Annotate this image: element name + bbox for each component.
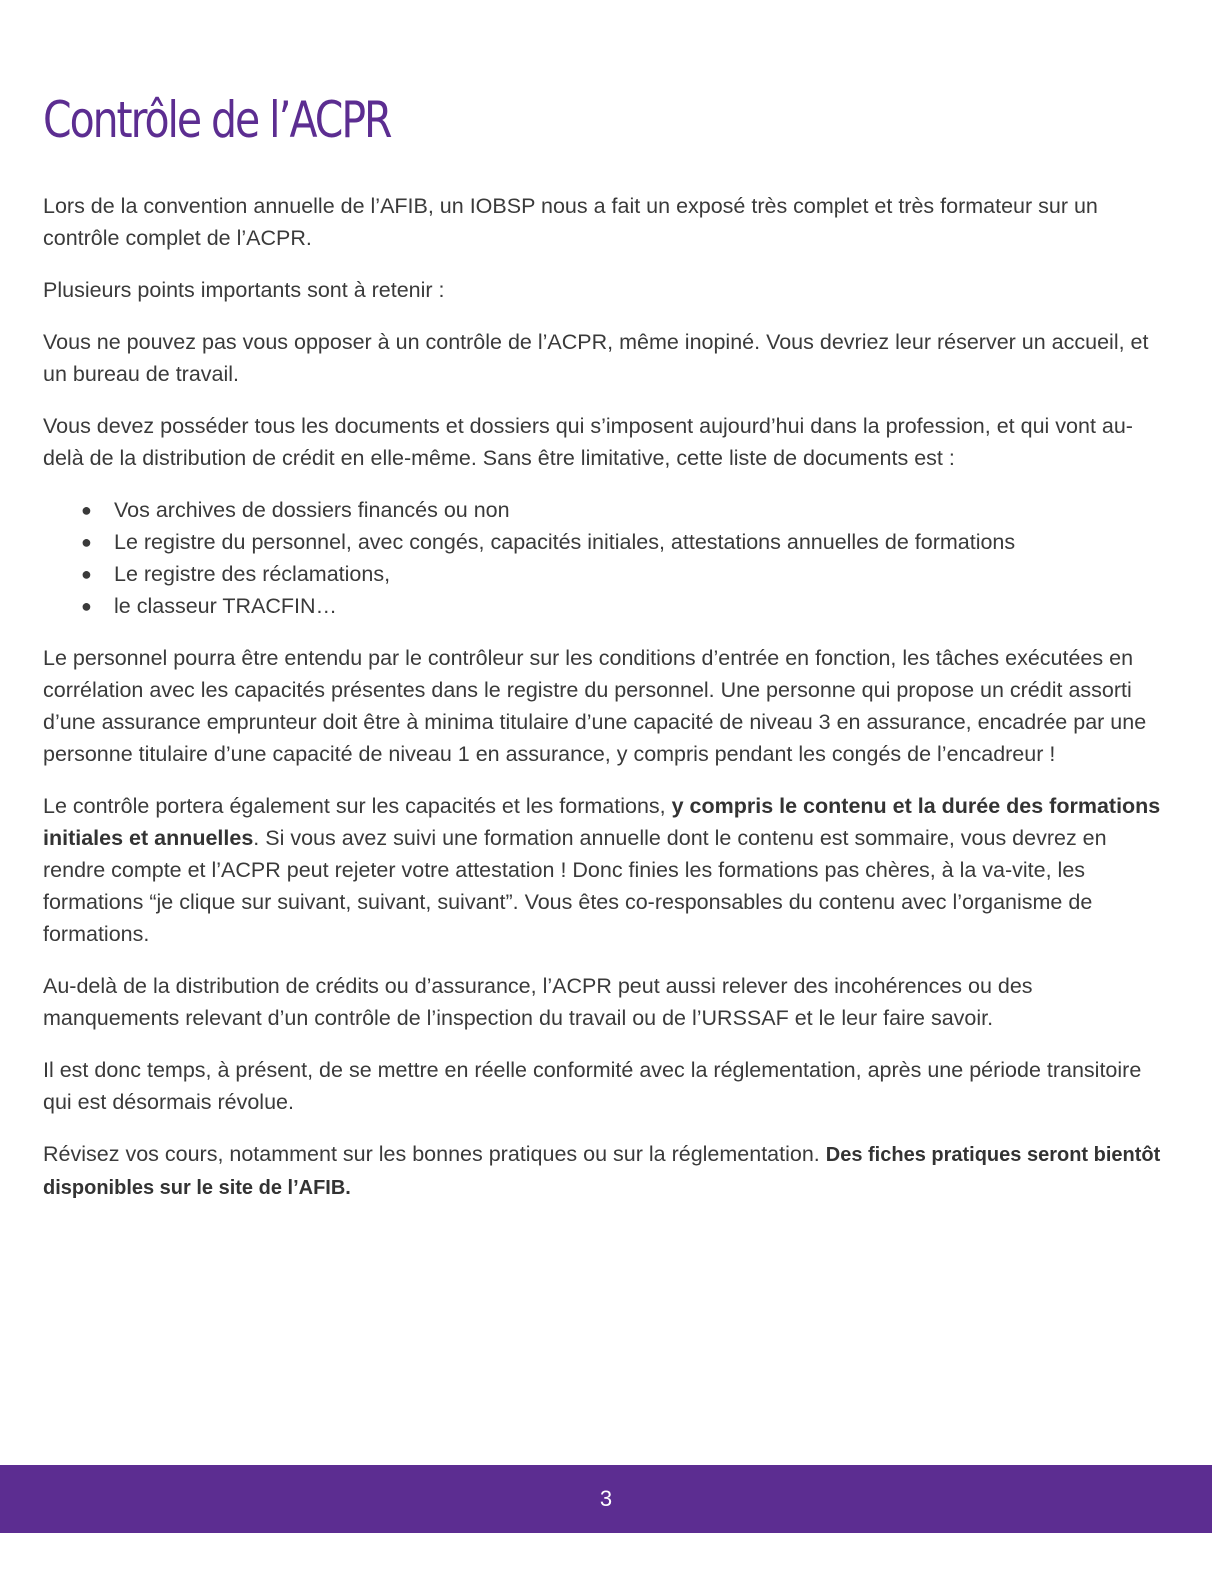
paragraph-points: Plusieurs points importants sont à retenir : xyxy=(43,278,445,302)
list-item-text: Vos archives de dossiers financés ou non xyxy=(114,498,510,522)
page-title: Contrôle de l’ACPR xyxy=(43,91,391,149)
documents-list xyxy=(43,494,1173,622)
list-item-text: Le registre des réclamations, xyxy=(114,562,391,586)
bullet-icon: ● xyxy=(81,500,92,520)
paragraph-conformity: Il est donc temps, à présent, de se mettre en réelle conformité avec la réglementation, après une période transitoire qui est désormais révolue. xyxy=(43,1058,1142,1114)
list-item-text: Le registre du personnel, avec congés, capacités initiales, attestations annuelles de formations xyxy=(114,530,1016,554)
bullet-icon: ● xyxy=(81,596,92,616)
paragraph-formations-start: Le contrôle portera également sur les capacités et les formations, xyxy=(43,794,672,818)
paragraph-personnel: Le personnel pourra être entendu par le contrôleur sur les conditions d’entrée en fonction, les tâches exécutées en corrélation avec les capacités présentes dans le registre du personnel. Une personne qui propose un crédit assorti d’une assurance emprunteur doit être à minima titulaire d’une capacité de niveau 3 en assurance, encadrée par une personne titulaire d’une capacité de niveau 1 en assurance, y compris pendant les congés de l’encadreur ! xyxy=(43,646,1147,766)
paragraph-intro: Lors de la convention annuelle de l’AFIB, un IOBSP nous a fait un exposé très complet et très formateur sur un contrôle complet de l’ACPR. xyxy=(43,194,1098,250)
paragraph-inspection: Au-delà de la distribution de crédits ou d’assurance, l’ACPR peut aussi relever des incohérences ou des manquements relevant d’un contrôle de l’inspection du travail ou de l’URSSAF et le leur faire savoir. xyxy=(43,974,1033,1030)
bullet-icon: ● xyxy=(81,564,92,584)
paragraph-formations xyxy=(43,790,1173,950)
list-item-text: le classeur TRACFIN… xyxy=(114,594,338,618)
paragraph-formations-emphasis: y compris le contenu et la durée des formations initiales et annuelles xyxy=(43,794,1161,850)
paragraph-documents: Vous devez posséder tous les documents et dossiers qui s’imposent aujourd’hui dans la profession, et qui vont au-delà de la distribution de crédit en elle-même. Sans être limitative, cette liste de documents est : xyxy=(43,414,1133,470)
bullet-icon: ● xyxy=(81,532,92,552)
paragraph-formations-end: . Si vous avez suivi une formation annuelle dont le contenu est sommaire, vous devrez en rendre compte et l’ACPR peut rejeter votre attestation ! Donc finies les formations pas chères, à la va-vite, les formations “je clique sur suivant, suivant, suivant”. Vous êtes co-responsables du contenu avec l’organisme de formations. xyxy=(43,826,1107,946)
page-number: 3 xyxy=(599,1486,613,1511)
list-item xyxy=(43,590,1173,622)
paragraph-closing-emphasis: Des fiches pratiques seront bientôt disponibles sur le site de l’AFIB. xyxy=(43,1144,1161,1199)
footer-bar xyxy=(0,1465,1212,1533)
list-item xyxy=(43,558,1173,590)
paragraph-closing-start: Révisez vos cours, notamment sur les bonnes pratiques ou sur la réglementation. xyxy=(43,1142,826,1166)
paragraph-opposition: Vous ne pouvez pas vous opposer à un contrôle de l’ACPR, même inopiné. Vous devriez leur réserver un accueil, et un bureau de travail. xyxy=(43,330,1149,386)
paragraph-closing xyxy=(43,1138,1173,1204)
list-item xyxy=(43,494,1173,526)
list-item xyxy=(43,526,1173,558)
page-content xyxy=(43,88,1173,1224)
